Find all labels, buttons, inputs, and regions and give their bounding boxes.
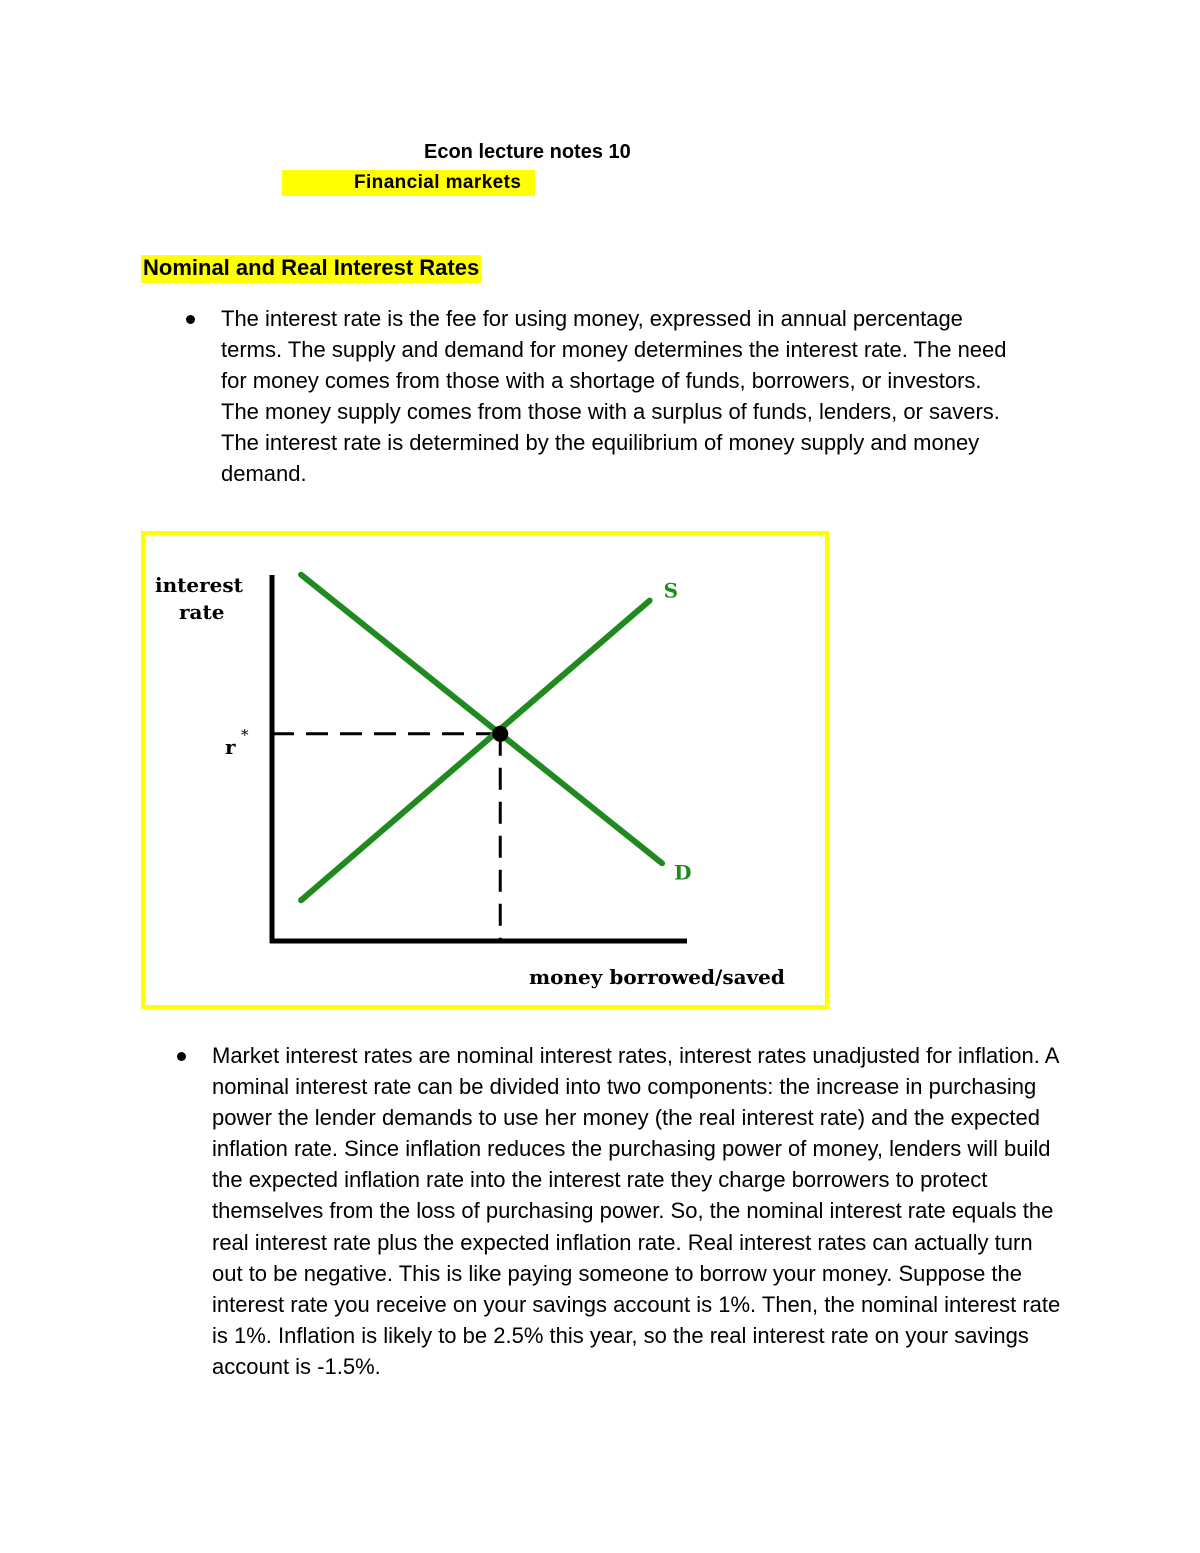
series-d-curve (301, 575, 662, 864)
paragraph-nominal-rates: Market interest rates are nominal interest rates, interest rates unadjusted for inflation. A nominal interest rate can be divided into two components: the increase in purchasing power the lender demands to use her money (the real interest rate) and the expected inflation rate. Since inflation reduces the purchasing power of money, lenders will build the expected inflation rate into the interest rate they charge borrowers to protect themselves from the loss of purchasing power. So, the nominal interest rate equals the real interest rate plus the expected inflation rate. Real interest rates can actually turn out to be negative. This is like paying someone to borrow your money. Suppose the interest rate you receive on your savings account is 1%. Then, the nominal interest rate is 1%. Inflation is likely to be 2.5% this year, so the real interest rate on your savings account is -1.5%. (212, 1043, 1061, 1379)
document-title: Econ lecture notes 10 (424, 141, 631, 163)
equilibrium-rate-marker: * (241, 725, 249, 744)
y-axis-label-line2: rate (179, 600, 225, 624)
y-axis-label-line1: interest (155, 573, 243, 597)
equilibrium-point (492, 726, 508, 742)
bullet-icon (186, 315, 195, 324)
series-d-label: D (674, 860, 692, 885)
equilibrium-rate-label: r (225, 734, 236, 759)
chart-canvas (145, 535, 825, 1005)
supply-demand-chart (141, 531, 829, 1009)
paragraph-interest-rate: The interest rate is the fee for using money, expressed in annual percentage terms. The supply and demand for money determines the interest rate. The need for money comes from those with a shortage of funds, borrowers, or investors. The money supply comes from those with a surplus of funds, lenders, or savers. The interest rate is determined by the equilibrium of money supply and money demand. (221, 306, 1007, 487)
bullet-icon (177, 1052, 186, 1061)
series-s-curve (301, 601, 650, 901)
series-s-label: S (663, 578, 679, 603)
document-subtitle: Financial markets (354, 172, 522, 193)
section-heading: Nominal and Real Interest Rates (141, 255, 481, 283)
x-axis-label: money borrowed/saved (529, 965, 785, 989)
